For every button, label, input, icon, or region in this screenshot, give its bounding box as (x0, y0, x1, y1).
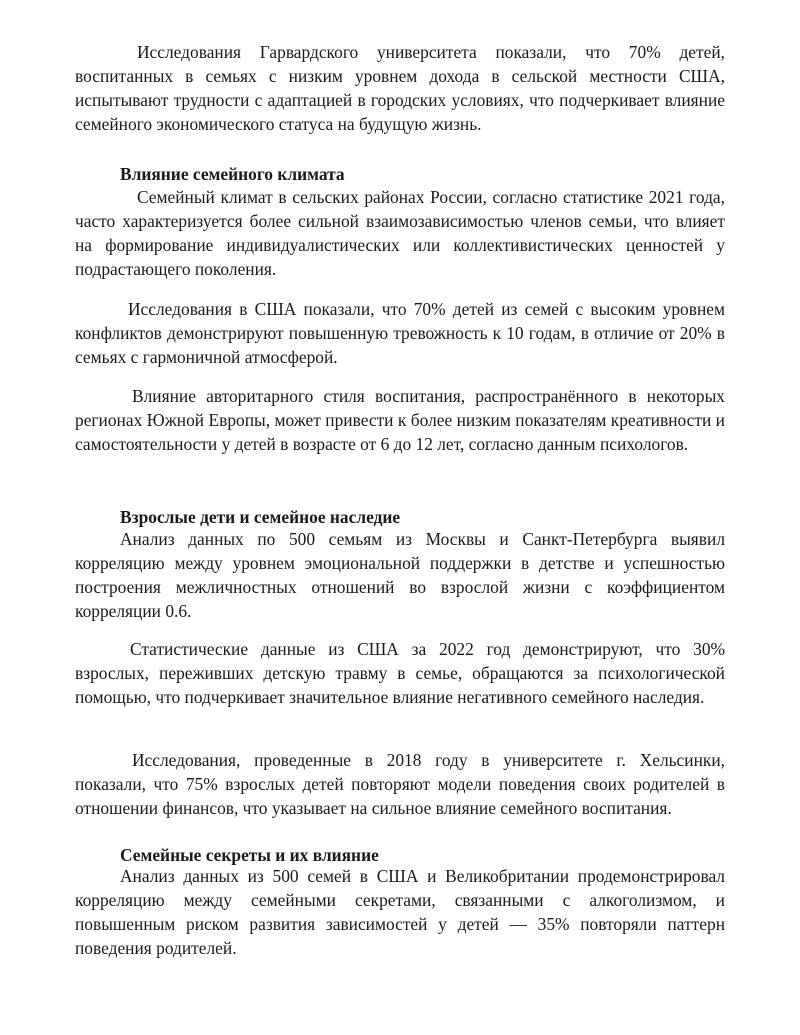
paragraph-rural-russia-climate: Семейный климат в сельских районах России, согласно статистике 2021 года, часто характеризуется более сильной взаимозависимостью членов семьи, что влияет на формирование индивидуалистических или коллективистических ценностей у подрастающего поколения. (75, 187, 725, 279)
paragraph-moscow-spb-analysis: Анализ данных по 500 семьям из Москвы и Санкт-Петербурга выявил корреляцию между уровнем эмоциональной поддержки в детстве и успешностью построения межличностных отношений во взрослой жизни с коэффициентом корреляции 0.6. (75, 529, 725, 621)
section-heading-family-climate: Влияние семейного климата (120, 164, 345, 184)
paragraph-harvard-study: Исследования Гарвардского университета показали, что 70% детей, воспитанных в семьях с низким уровнем дохода в сельской местности США, испытывают трудности с адаптацией в городских условиях, что подчеркивает влияние семейного экономического статуса на будущую жизнь. (75, 42, 725, 134)
paragraph-usa-conflict-anxiety: Исследования в США показали, что 70% детей из семей с высоким уровнем конфликтов демонстрируют повышенную тревожность к 10 годам, в отличие от 20% в семьях с гармоничной атмосферой. (75, 299, 725, 367)
section-heading-family-secrets: Семейные секреты и их влияние (120, 845, 379, 865)
section-heading-adult-children: Взрослые дети и семейное наследие (120, 507, 401, 527)
paragraph-authoritarian-style: Влияние авторитарного стиля воспитания, распространённого в некоторых регионах Южной Европы, может привести к более низким показателям креативности и самостоятельности у детей в возрасте от 6 до 12 лет, согласно данным психологов. (75, 386, 725, 454)
paragraph-usa-2022-trauma: Статистические данные из США за 2022 год демонстрируют, что 30% взрослых, переживших детскую травму в семье, обращаются за психологической помощью, что подчеркивает значительное влияние негативного семейного наследия. (75, 639, 725, 707)
paragraph-usa-uk-secrets: Анализ данных из 500 семей в США и Великобритании продемонстрировал корреляцию между семейными секретами, связанными с алкоголизмом, и повышенным риском развития зависимостей у детей — 35% повторяли паттерн поведения родителей. (75, 866, 725, 958)
paragraph-helsinki-2018: Исследования, проведенные в 2018 году в университете г. Хельсинки, показали, что 75% взрослых детей повторяют модели поведения своих родителей в отношении финансов, что указывает на сильное влияние семейного воспитания. (75, 750, 725, 818)
